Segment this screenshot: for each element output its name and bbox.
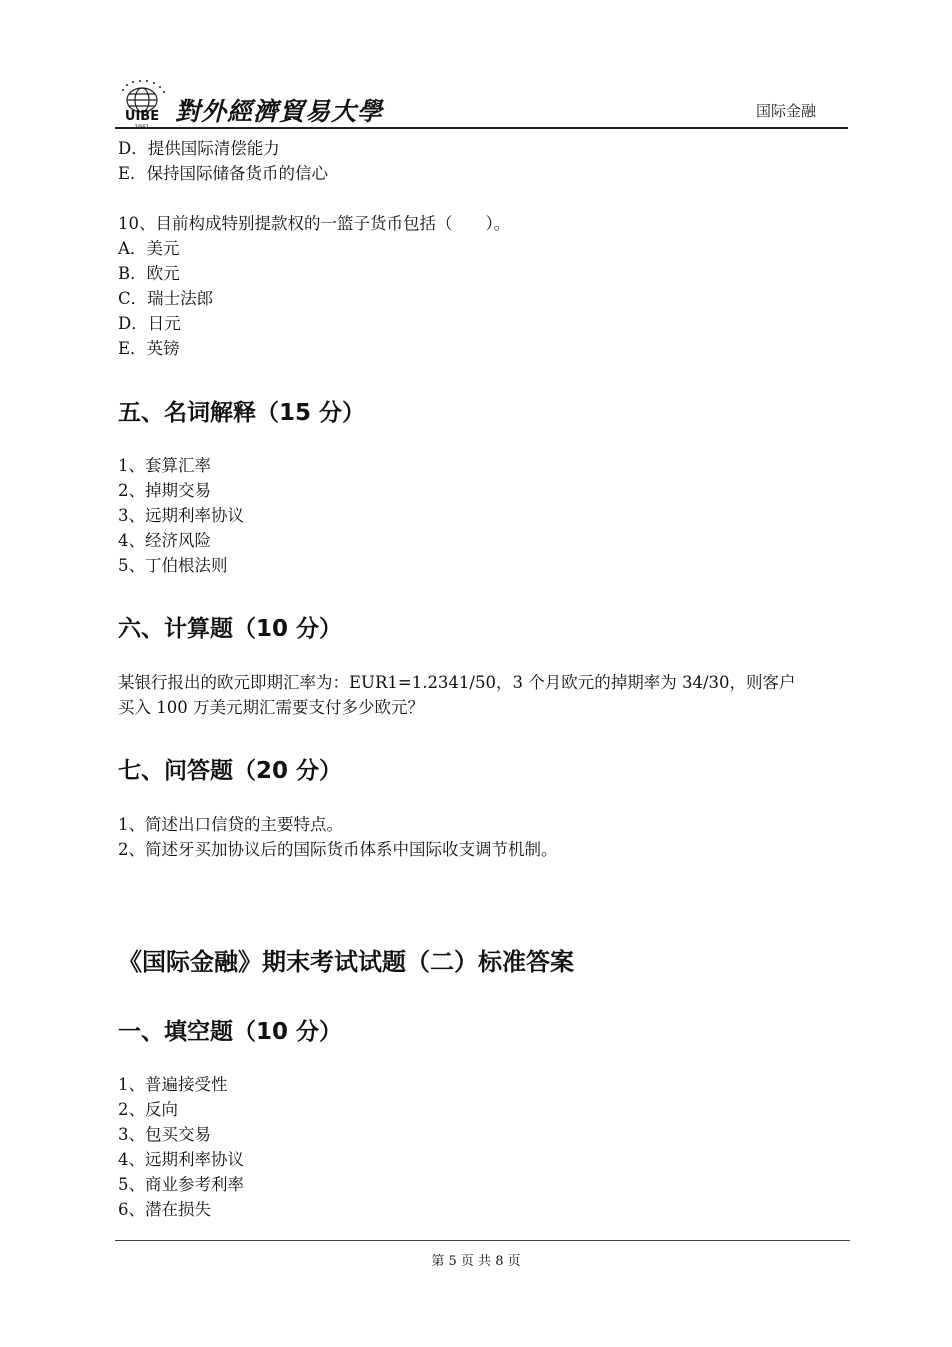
footer-divider <box>115 1240 850 1241</box>
answers-section1-heading: 一、填空题（10 分） <box>118 1019 343 1045</box>
section6-text-line1: 某银行报出的欧元即期汇率为：EUR1=1.2341/50，3 个月欧元的掉期率为 34/30，则客户 <box>118 673 796 692</box>
section5-item: 1、套算汇率 <box>118 456 211 475</box>
university-name: 對外經濟貿易大學 <box>175 97 384 126</box>
q9-option-d: D．提供国际清偿能力 <box>118 139 280 158</box>
course-label: 国际金融 <box>755 102 816 120</box>
section5-item: 4、经济风险 <box>118 531 211 550</box>
section6-heading: 六、计算题（10 分） <box>118 616 343 642</box>
answer-item: 1、普遍接受性 <box>118 1075 228 1094</box>
q10-option-b: B．欧元 <box>118 264 180 283</box>
answer-item: 6、潜在损失 <box>118 1200 211 1219</box>
section5-item: 3、远期利率协议 <box>118 506 244 525</box>
section5-heading: 五、名词解释（15 分） <box>118 400 366 426</box>
section5-item: 5、丁伯根法则 <box>118 556 228 575</box>
section6-text-line2: 买入 100 万美元期汇需要支付多少欧元？ <box>118 698 424 717</box>
section7-heading: 七、问答题（20 分） <box>118 758 343 784</box>
answers-title: 《国际金融》期末考试试题（二）标准答案 <box>118 948 574 976</box>
q9-option-e: E．保持国际储备货币的信心 <box>118 164 329 183</box>
section7-item: 2、简述牙买加协议后的国际货币体系中国际收支调节机制。 <box>118 840 558 859</box>
section7-item: 1、简述出口信贷的主要特点。 <box>118 815 343 834</box>
q10-option-c: C．瑞士法郎 <box>118 289 214 308</box>
q10-option-d: D．日元 <box>118 314 181 333</box>
university-logo <box>115 78 173 130</box>
answer-item: 2、反向 <box>118 1100 178 1119</box>
svg-text:UIBE: UIBE <box>124 109 160 124</box>
page-header <box>115 78 848 130</box>
q10-option-a: A．美元 <box>118 239 180 258</box>
header-divider <box>115 127 848 129</box>
q10-question: 10、目前构成特别提款权的一篮子货币包括（ ）。 <box>118 214 511 233</box>
page-number: 第 5 页 共 8 页 <box>431 1254 521 1269</box>
answer-item: 4、远期利率协议 <box>118 1150 244 1169</box>
q10-option-e: E．英镑 <box>118 339 180 358</box>
section5-item: 2、掉期交易 <box>118 481 211 500</box>
answer-item: 3、包买交易 <box>118 1125 211 1144</box>
answer-item: 5、商业参考利率 <box>118 1175 244 1194</box>
